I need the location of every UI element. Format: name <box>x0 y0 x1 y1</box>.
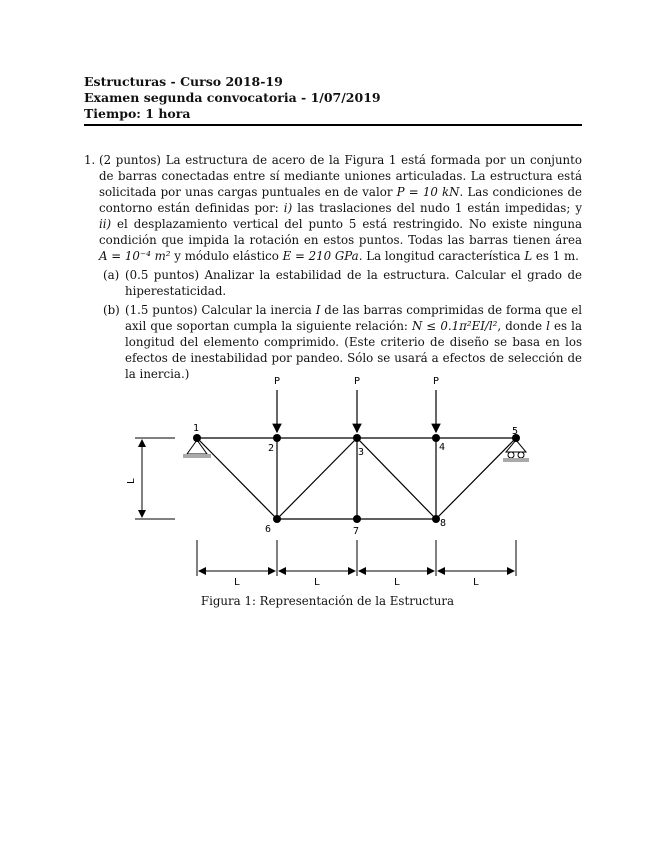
subquestion-a: (a) (0.5 puntos) Analizar la estabilidad de la estructura. Calcular el grado de hiperestaticidad. <box>103 268 582 298</box>
area-value: A = 10⁻⁴ m² <box>99 249 171 263</box>
truss-figure <box>120 368 540 588</box>
figure-caption: Figura 1: Representación de la Estructura <box>200 594 455 608</box>
node-label-1: 1 <box>193 423 200 434</box>
modulus-value: E = 210 GPa <box>282 249 359 263</box>
span-label-2: L <box>314 577 321 588</box>
span-dimensions <box>197 540 516 576</box>
span-label-3: L <box>394 577 401 588</box>
node-7 <box>353 515 361 523</box>
exam-header <box>84 74 582 122</box>
subquestion-b: (b) (1.5 puntos) Calcular la inercia I de las barras comprimidas de forma que el axil que soportan cumpla la siguiente relación: N ≤ 0.1π²EI/l², donde l es la longitud del elemento comprimido. (Este criterio de diseño se basa en los efectos de inestabilidad por pandeo. Sólo se usará a efectos de selección de la inercia.) <box>103 303 583 381</box>
node-label-7: 7 <box>353 526 360 537</box>
span-label-4: L <box>473 577 480 588</box>
course-title: Estructuras - Curso 2018-19 <box>84 74 283 89</box>
load-label-2: P <box>274 376 281 387</box>
node-label-3: 3 <box>358 447 365 458</box>
bar-1-6 <box>197 438 277 519</box>
height-label: L <box>126 477 137 484</box>
bar-8-5 <box>436 438 516 519</box>
point-loads <box>277 390 436 432</box>
span-label-1: L <box>234 577 241 588</box>
node-label-5: 5 <box>512 426 519 437</box>
node-3 <box>353 434 361 442</box>
problem-1 <box>84 152 582 382</box>
exam-duration: Tiempo: 1 hora <box>84 106 191 121</box>
load-label-4: P <box>433 376 440 387</box>
exam-title: Examen segunda convocatoria - 1/07/2019 <box>84 90 381 105</box>
load-label-3: P <box>354 376 361 387</box>
node-8 <box>432 515 440 523</box>
height-dimension <box>135 438 175 519</box>
bar-6-3 <box>277 438 357 519</box>
node-label-8: 8 <box>440 518 447 529</box>
node-label-6: 6 <box>265 524 272 535</box>
bar-3-8 <box>357 438 436 519</box>
problem-statement <box>84 152 582 264</box>
node-label-2: 2 <box>268 443 275 454</box>
node-1 <box>193 434 201 442</box>
pin-support <box>183 440 211 458</box>
truss-bars <box>197 438 516 519</box>
load-value: P = 10 kN <box>396 185 460 199</box>
node-2 <box>273 434 281 442</box>
roller-support <box>503 440 529 462</box>
problem-number: 1. <box>84 153 96 167</box>
header-rule <box>84 124 582 126</box>
node-6 <box>273 515 281 523</box>
buckling-formula: N ≤ 0.1π²EI/l² <box>412 319 498 333</box>
problem-text: (2 puntos) La estructura de acero de la Figura 1 está formada por un conjunto de barras conectadas entre sí mediante uniones articuladas. La estructura está solicitada por unas cargas puntuales en de valor P = 10 kN. Las condiciones de contorno están definidas por: i) las traslaciones del nudo 1 están impedidas; y ii) el desplazamiento vertical del punto 5 está restringido. No existe ninguna condición que impida la rotación en estos puntos. Todas las barras tienen área A = 10⁻⁴ m² y módulo elástico E = 210 GPa. La longitud característica L es 1 m. <box>99 153 583 263</box>
node-4 <box>432 434 440 442</box>
node-label-4: 4 <box>439 442 446 453</box>
